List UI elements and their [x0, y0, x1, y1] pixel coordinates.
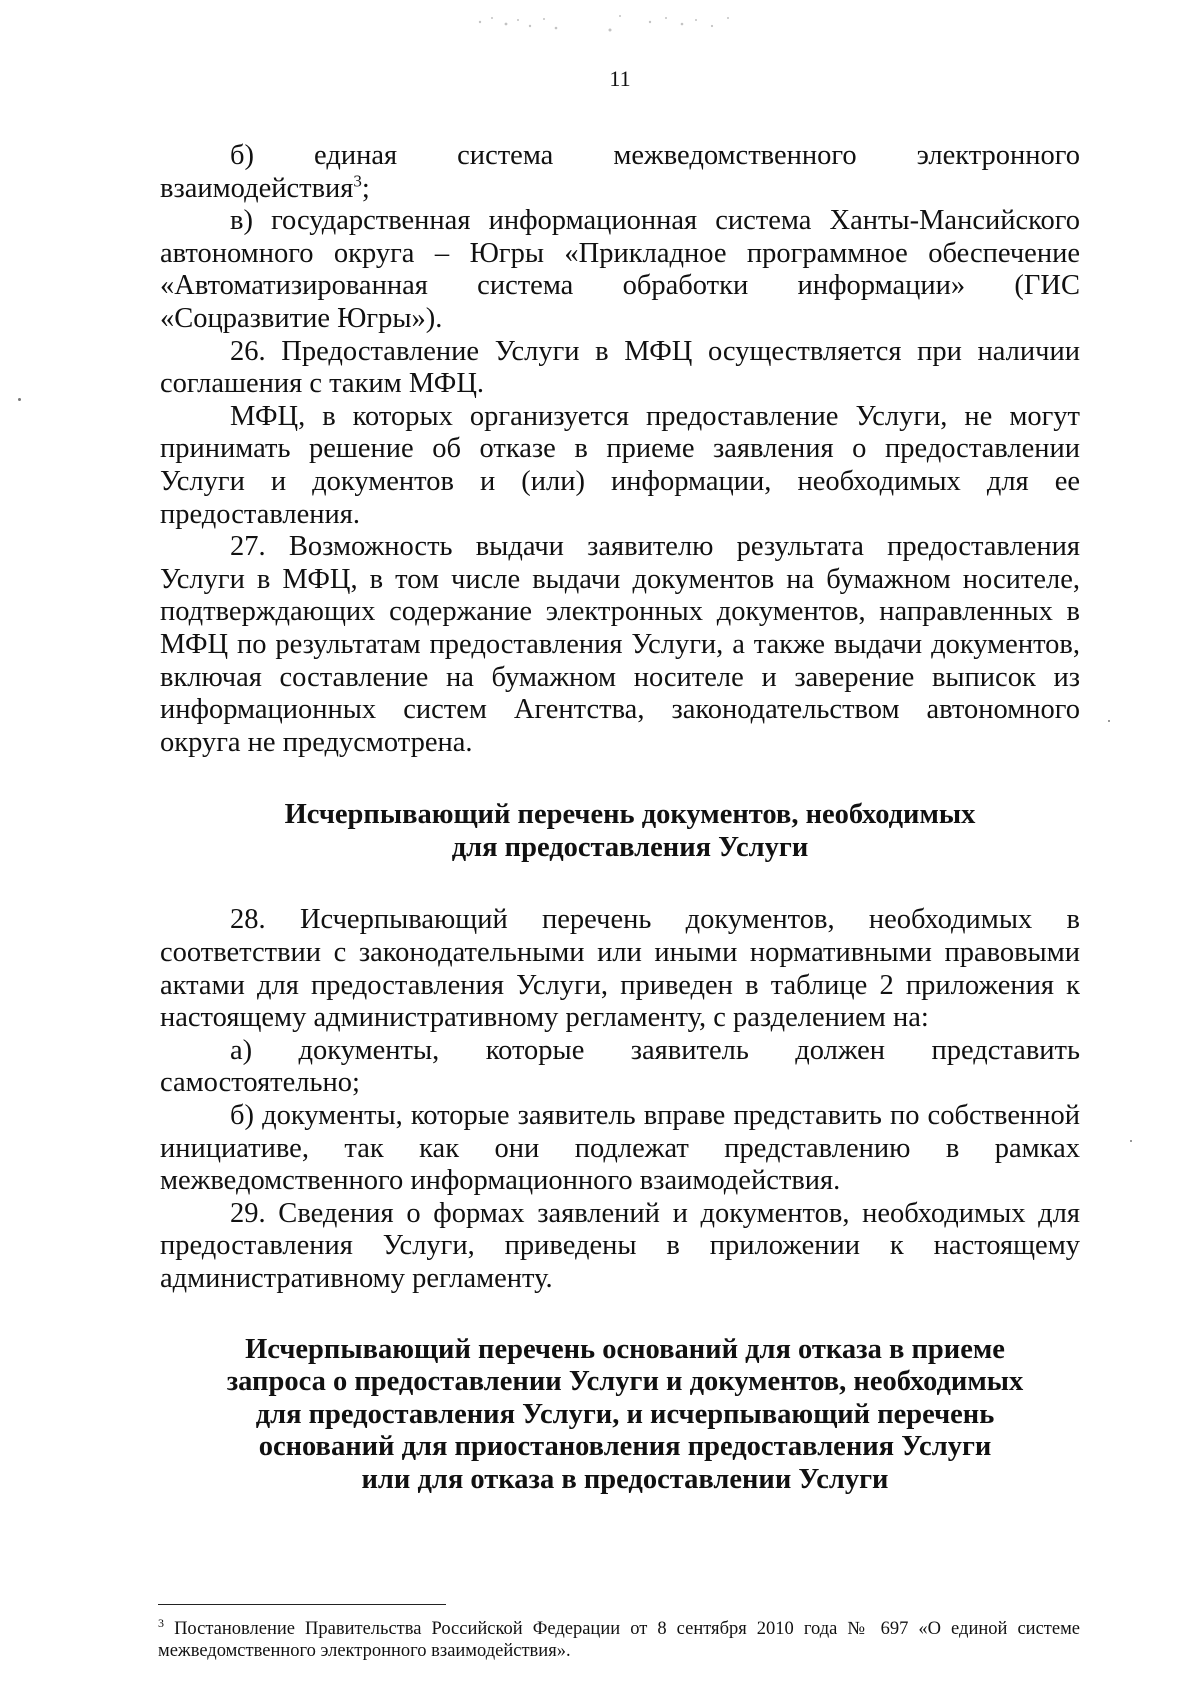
footnote-separator	[158, 1604, 446, 1605]
section-heading-refusal-grounds	[160, 1334, 1080, 1497]
paragraph-tail: ;	[361, 172, 370, 204]
heading-line: запроса о предоставлении Услуги и документов, необходимых	[226, 1366, 1024, 1398]
scan-speck	[1108, 720, 1110, 722]
heading-line: для предоставления Услуги	[451, 831, 809, 863]
paragraph-b-system	[160, 140, 1080, 205]
footnote-3	[158, 1615, 1080, 1662]
paragraph-v-gis: в) государственная информационная система Ханты-Мансийского автономного округа – Югры «Прикладное программное обеспечение «Автоматизированная система обработки информации» (ГИС «Соцразвитие Югры»).	[160, 205, 1080, 334]
scan-speck	[1130, 1140, 1132, 1142]
paragraph-27: 27. Возможность выдачи заявителю результата предоставления Услуги в МФЦ, в том числе выдачи документов на бумажном носителе, подтверждающих содержание электронных документов, направленных в МФЦ по результатам предоставления Услуги, а также выдачи документов, включая составление на бумажном носителе и заверение выписок из информационных систем Агентства, законодательством автономного округа не предусмотрена.	[160, 531, 1080, 758]
paragraph-text: б) единая система межведомственного электронного взаимодействия	[160, 140, 1080, 204]
heading-line: Исчерпывающий перечень оснований для отказа в приеме	[245, 1333, 1005, 1365]
page-number: 11	[609, 66, 631, 91]
heading-line: для предоставления Услуги, и исчерпывающий перечень	[255, 1398, 995, 1430]
document-body	[160, 140, 1080, 1497]
footnote-marker: 3	[158, 1615, 164, 1630]
paragraph-28: 28. Исчерпывающий перечень документов, необходимых в соответствии с законодательными или иными нормативными правовыми актами для предоставления Услуги, приведен в таблице 2 приложения к настоящему административному регламенту, с разделением на:	[160, 904, 1080, 1034]
scan-speck	[18, 398, 21, 401]
heading-line: или для отказа в предоставлении Услуги	[361, 1463, 889, 1495]
paragraph-a-documents: а) документы, которые заявитель должен представить самостоятельно;	[160, 1034, 1080, 1099]
footnote-reference[interactable]: 3	[353, 171, 362, 191]
paragraph-29: 29. Сведения о формах заявлений и документов, необходимых для предоставления Услуги, приведены в приложении к настоящему административному регламенту.	[160, 1197, 1080, 1294]
paragraph-b-documents: б) документы, которые заявитель вправе представить по собственной инициативе, так как они подлежат представлению в рамках межведомственного информационного взаимодействия.	[160, 1100, 1080, 1197]
heading-line: Исчерпывающий перечень документов, необходимых	[284, 799, 976, 831]
heading-line: оснований для приостановления предоставления Услуги	[258, 1431, 992, 1463]
paragraph-26: 26. Предоставление Услуги в МФЦ осуществляется при наличии соглашения с таким МФЦ.	[160, 335, 1080, 400]
scan-artifact	[470, 8, 750, 36]
footnote-text: Постановление Правительства Российской Федерации от 8 сентября 2010 года № 697 «О единой системе межведомственного электронного взаимодействия».	[158, 1619, 1080, 1661]
paragraph-mfc: МФЦ, в которых организуется предоставление Услуги, не могут принимать решение об отказе в приеме заявления о предоставлении Услуги и документов и (или) информации, необходимых для ее предоставления.	[160, 400, 1080, 530]
section-heading-documents	[160, 799, 1080, 864]
